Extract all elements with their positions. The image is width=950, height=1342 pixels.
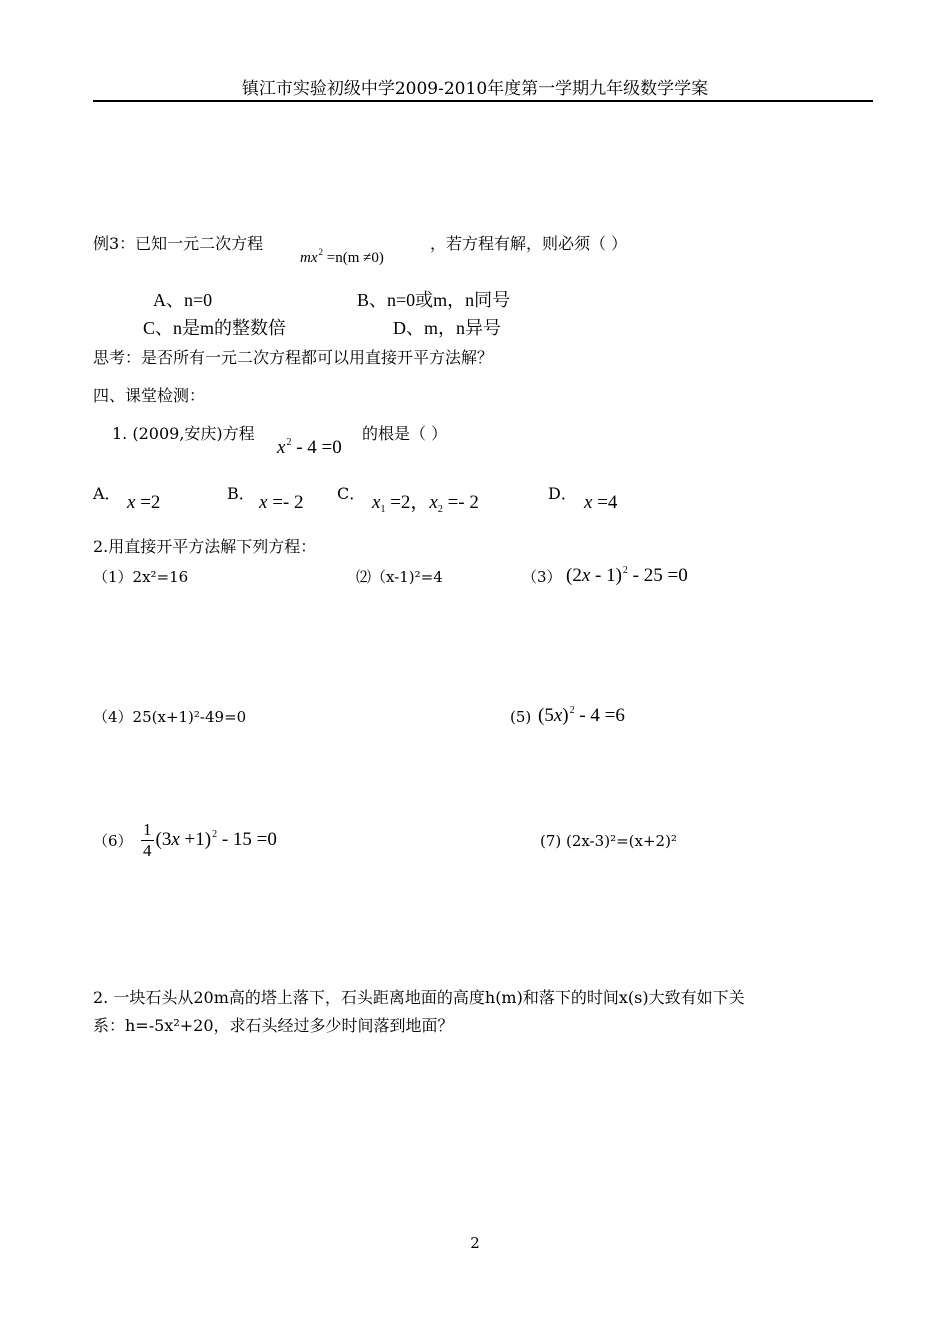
- math-seg: (2: [566, 565, 582, 586]
- page-number: 2: [470, 1234, 480, 1252]
- math-rest: =4: [592, 492, 618, 513]
- problem-line1: 2. 一块石头从20m高的塔上落下，石头距离地面的高度h(m)和落下的时间x(s)大致有如下关: [93, 988, 745, 1007]
- q1-tail: 的根是（ ）: [362, 424, 448, 443]
- math-rest: =2: [135, 492, 161, 513]
- example3-option-a: A、n=0: [153, 290, 213, 310]
- q2-part7: (7) (2x-3)²=(x+2)²: [540, 832, 677, 850]
- example3-option-b: B、n=0或m，n同号: [357, 290, 511, 310]
- problem-line2: 系：h=-5x²+20，求石头经过多少时间落到地面？: [93, 1016, 454, 1035]
- denominator: 4: [143, 841, 152, 860]
- q2-part6-label: （6）: [93, 832, 133, 850]
- example3-option-d: D、m，n异号: [393, 318, 501, 338]
- math-seg: ): [562, 705, 569, 726]
- q1-option-a-label: A．: [93, 484, 121, 503]
- q2-part3-label: （3）: [522, 568, 562, 586]
- q1-eq-rest: - 4 =0: [291, 437, 342, 458]
- q2-part5-label: (5): [510, 708, 532, 726]
- var-x1: x: [372, 492, 381, 513]
- q2-part6-math: [141, 820, 277, 861]
- q1-option-d-label: D．: [548, 484, 577, 503]
- q1-option-b-label: B．: [227, 484, 255, 503]
- math-rest: =2，: [385, 492, 430, 513]
- example3-equation: [300, 247, 384, 269]
- exp-2: 2: [622, 565, 628, 576]
- q1-option-d-math: [584, 492, 617, 514]
- var-x: x: [259, 492, 268, 513]
- q1-lead: 1. (2009,安庆)方程: [112, 424, 255, 443]
- q1-option-c-label: C．: [337, 484, 366, 503]
- example3-tail: ，若方程有解，则必须（ ）: [430, 234, 628, 253]
- q1-option-c-math: [372, 492, 479, 514]
- header-title: 镇江市实验初级中学2009-2010年度第一学期九年级数学学案: [241, 79, 709, 99]
- section4-title: 四、课堂检测：: [93, 386, 206, 405]
- math-seg: (3: [155, 828, 172, 850]
- header-rule: [93, 100, 873, 102]
- var-x2: x: [429, 492, 438, 513]
- q2-part4: （4）25(x+1)²-49=0: [93, 708, 247, 726]
- math-seg: - 25 =0: [627, 565, 688, 586]
- eq-rest: =n(m ≠0): [323, 250, 384, 266]
- sub-1: 1: [380, 504, 386, 515]
- math-seg: - 4 =6: [574, 705, 625, 726]
- math-seg: - 15 =0: [217, 828, 277, 850]
- exp-2: 2: [212, 828, 218, 840]
- sub-2: 2: [437, 504, 443, 515]
- q1-eq-x: x: [277, 437, 286, 458]
- math-seg: (5: [538, 705, 554, 726]
- q1-eq-exp: 2: [286, 437, 292, 448]
- var-x: x: [171, 828, 180, 850]
- q2-part1: （1）2x²=16: [93, 568, 189, 586]
- q2-part3-math: [566, 565, 688, 587]
- exp-2: 2: [569, 705, 575, 716]
- var-x: x: [581, 565, 591, 586]
- think-question: 思考：是否所有一元二次方程都可以用直接开平方法解？: [93, 348, 494, 367]
- q2-part5-math: [538, 705, 625, 727]
- q2-part2: ⑵（x-1)²=4: [356, 568, 443, 586]
- example3-lead: 例3：已知一元二次方程: [93, 234, 264, 253]
- q1-equation: [277, 437, 342, 459]
- q1-option-a-math: [127, 492, 160, 514]
- q2-title: 2.用直接开平方法解下列方程：: [93, 537, 317, 556]
- numerator: 1: [143, 820, 152, 839]
- fraction-one-quarter: [141, 820, 154, 861]
- example3-option-c: C、n是m的整数倍: [143, 318, 287, 338]
- math-seg: - 1): [590, 565, 622, 586]
- var-x: x: [127, 492, 136, 513]
- math-seg: +1): [179, 828, 212, 850]
- var-x: x: [584, 492, 593, 513]
- eq-mx: mx: [300, 250, 318, 266]
- var-x: x: [553, 705, 563, 726]
- math-rest: =- 2: [267, 492, 304, 513]
- math-rest: =- 2: [442, 492, 479, 513]
- eq-exp: 2: [318, 247, 323, 257]
- q1-option-b-math: [259, 492, 303, 514]
